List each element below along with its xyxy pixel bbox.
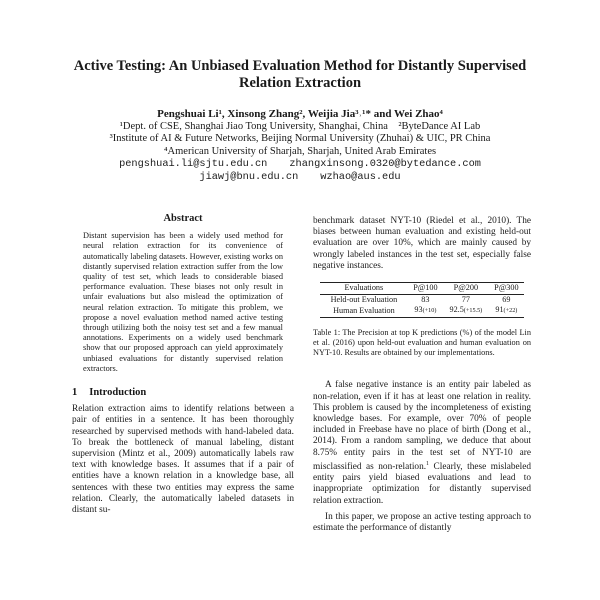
abstract-text: Distant supervision has been a widely used method for neural relation extraction for its convenience of automatically labeling datasets. However, existing works on distantly supervised relation extraction suffer from the low quality of test set, which leads to considerable biased performance evaluation. These biases not only result in unfair evaluations but also mislead the optimization of neural relation extraction. To mitigate this problem, we propose a novel evaluation method named active testing through utilizing both the noisy test set and a few manual annotations. Experiments on a widely used benchmark show that our proposed approach can yield approximately unbiased evaluations for distantly supervised relation extractors. (83, 231, 283, 373)
email[interactable]: pengshuai.li@sjtu.edu.cn (119, 158, 268, 170)
email-row-1 (40, 158, 560, 171)
table-cell: Held-out Evaluation (330, 294, 398, 304)
table-header: P@200 (453, 283, 479, 293)
left-column (72, 213, 294, 516)
body-paragraph: In this paper, we propose an active testing approach to estimate the performance of distantly (313, 511, 531, 533)
cell-value: 92.5 (449, 305, 464, 315)
footnote-marker[interactable]: 1 (426, 460, 430, 467)
affiliation-3: ⁴American University of Sharjah, Sharjah, United Arab Emirates (163, 145, 437, 157)
table-cell: 83 (421, 294, 430, 304)
table-row (320, 294, 524, 305)
email[interactable]: zhangxinsong.0320@bytedance.com (289, 158, 481, 170)
table-cell: Human Evaluation (333, 305, 395, 315)
paper-title: Active Testing: An Unbiased Evaluation Method for Distantly Supervised Relation Extraction (73, 58, 527, 91)
email-row-2 (40, 171, 560, 184)
body-paragraph (313, 380, 531, 506)
affiliation-2: ³Institute of AI & Future Networks, Beijing Normal University (Zhuhai) & UIC, PR China (109, 133, 491, 144)
table-cell: 77 (461, 294, 470, 304)
cell-value: 91 (495, 305, 504, 315)
cell-delta: (+15.5) (463, 307, 483, 315)
email[interactable]: jiawj@bnu.edu.cn (199, 170, 299, 183)
table-caption: Table 1: The Precision at top K predictions (%) of the model Lin et al. (2016) upon held-out evaluation and human evaluation on NYT-10. Results are obtained by our implementations. (313, 327, 531, 358)
table-header: P@100 (413, 283, 438, 293)
table-cell (489, 305, 524, 317)
author-names: Pengshuai Li¹, Xinsong Zhang², Weijia Jia³˒¹* and Wei Zhao⁴ (157, 108, 443, 120)
right-column (313, 216, 531, 534)
table-cell: 69 (502, 294, 511, 304)
table-row (320, 305, 524, 317)
cell-delta: (+10) (422, 307, 437, 315)
email[interactable]: wzhao@aus.edu (320, 170, 401, 183)
table-header: P@300 (494, 283, 519, 293)
cell-delta: (+22) (503, 307, 518, 315)
section-heading (72, 387, 294, 398)
intro-paragraph: Relation extraction aims to identify relations between a pair of entities in a sentence. It has been thoroughly researched by supervised methods with hand-labeled data. To break the bottleneck of manual labeling, distant supervision (Mintz et al., 2009) automatically labels raw text with knowledge bases. It assumes that if a pair of entities have a known relation in a knowledge base, all sentences with these two entities may express the same relation. Clearly, the automatically labeled datasets in distant su- (72, 404, 294, 516)
section-number: 1 (72, 387, 78, 399)
section-title: Introduction (89, 387, 147, 399)
table-header-row (320, 283, 524, 295)
abstract-heading: Abstract (163, 213, 203, 224)
affiliation-1: ¹Dept. of CSE, Shanghai Jiao Tong University, Shanghai, China ²ByteDance AI Lab (119, 120, 481, 132)
paragraph-text: A false negative instance is an entity pair labeled as non-relation, even if it has at least one relation in reality. This problem is caused by the incompleteness of existing knowledge bases. For example, over 70% of people included in Freebase have no place of birth (Dong et al., 2014). From a random sampling, we deduce that about 8.75% entity pairs in the test set of NYT-10 are misclassified as non-relation. (313, 380, 531, 472)
author-block (40, 108, 560, 183)
cell-value: 93 (414, 305, 423, 315)
table-header: Evaluations (344, 283, 384, 293)
paragraph-text: Clearly, these mislabeled entity pairs yield biased evaluations and lead to inappropriate optimization for distantly supervised relation extraction. (313, 461, 531, 506)
results-table (320, 282, 524, 318)
table-cell (443, 305, 489, 317)
table-cell (408, 305, 443, 317)
body-paragraph: benchmark dataset NYT-10 (Riedel et al., 2010). The biases between human evaluation and existing held-out evaluation are over 10%, which are mainly caused by wrongly labeled instances in the test set, especially false negative instances. (313, 216, 531, 271)
